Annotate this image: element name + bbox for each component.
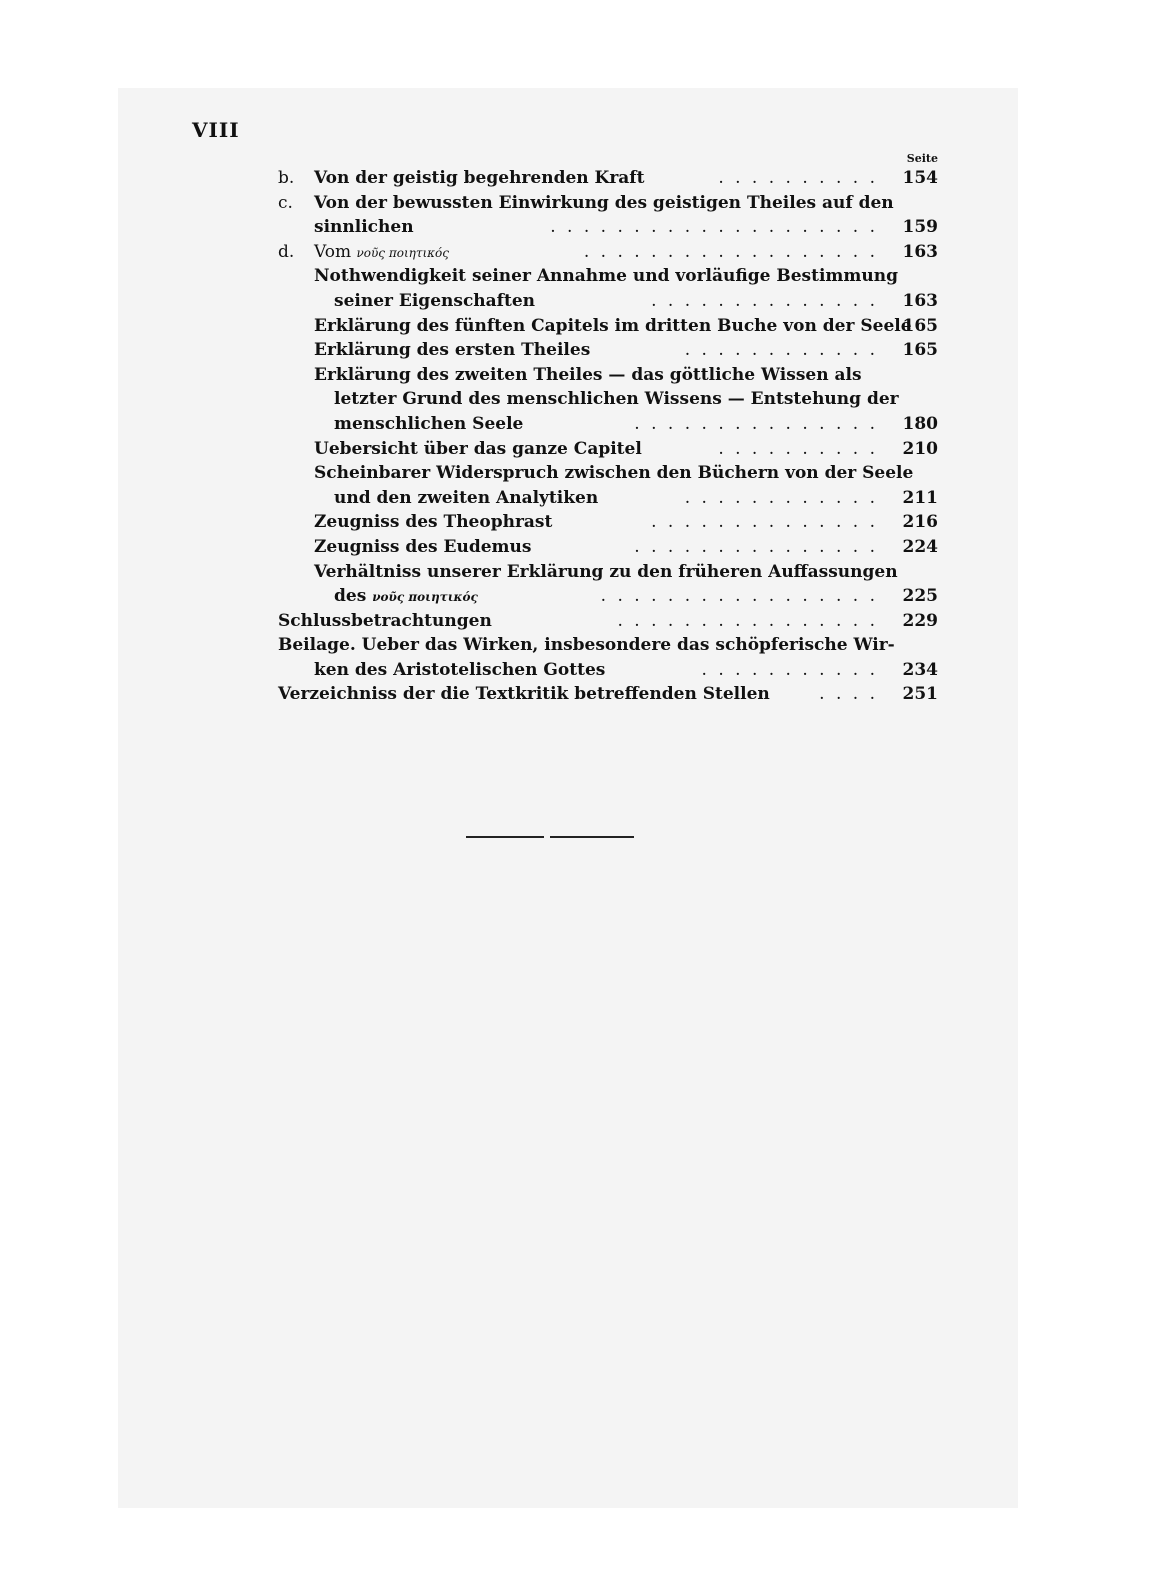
toc-entry	[278, 535, 938, 560]
entry-title-text: Von der bewussten Einwirkung des geistigen Theiles auf den	[314, 192, 894, 213]
entry-title	[314, 510, 552, 535]
entry-title	[314, 363, 862, 388]
page-ref: 225	[902, 586, 938, 607]
page-ref: 211	[902, 487, 938, 508]
dot-leader: . . . . . . . . . . . . . . .	[634, 536, 878, 557]
toc-entry	[278, 191, 938, 216]
toc-entry	[278, 584, 938, 609]
dot-leader: . . . . . . . . . . . . . .	[651, 290, 878, 311]
page-ref: 165	[902, 340, 938, 361]
entry-title	[314, 264, 898, 289]
entry-title	[314, 658, 605, 683]
toc-entry	[278, 486, 938, 511]
entry-title-text: Uebersicht über das ganze Capitel	[314, 438, 642, 459]
entry-title	[334, 486, 598, 511]
dot-leader: . . . .	[819, 684, 878, 705]
decorative-rule	[466, 836, 634, 840]
entry-title-text: und den zweiten Analytiken	[334, 487, 599, 508]
dot-leader: . . . . . . . . . . . . . . . .	[617, 610, 878, 631]
page-number: VIII	[192, 118, 240, 142]
entry-title-text: Verhältniss unserer Erklärung zu den früheren Auffassungen	[314, 561, 898, 582]
page-ref: 165	[902, 315, 938, 336]
toc-entry	[278, 609, 938, 634]
entry-title	[314, 314, 912, 339]
toc-entry	[278, 387, 938, 412]
entry-marker: b.	[278, 168, 295, 188]
toc-entry	[278, 437, 938, 462]
entry-title-text: Verzeichniss der die Textkritik betreffenden Stellen	[278, 684, 770, 705]
toc-entry	[278, 682, 938, 707]
entry-title	[334, 387, 899, 412]
page-ref: 154	[902, 168, 938, 188]
entry-title	[314, 215, 414, 240]
entry-title-text: Erklärung des zweiten Theiles — das göttliche Wissen als	[314, 364, 862, 385]
entry-title-text: Erklärung des ersten Theiles	[314, 340, 591, 361]
entry-title-text: sinnlichen	[314, 217, 414, 238]
page-ref: 180	[902, 413, 938, 434]
entry-title-text: Erklärung des fünften Capitels im dritten Buche von der Seele	[314, 315, 912, 336]
toc-entry	[278, 166, 938, 191]
page-ref: 234	[902, 659, 938, 680]
toc-entry	[278, 338, 938, 363]
page-ref: 210	[902, 438, 938, 459]
entry-title	[314, 461, 913, 486]
toc-entry	[278, 289, 938, 314]
page-ref: 229	[902, 610, 938, 631]
toc-entry	[278, 215, 938, 240]
page-ref: 251	[902, 684, 938, 705]
entry-title	[278, 682, 770, 707]
toc-entry	[278, 363, 938, 388]
entry-title-text: letzter Grund des menschlichen Wissens — Entstehung der	[334, 389, 899, 410]
entry-title	[314, 240, 449, 266]
entry-title	[314, 535, 531, 560]
entry-title	[334, 289, 535, 314]
dot-leader: . . . . . . . . . . . . . .	[651, 512, 878, 533]
toc-entry	[278, 633, 938, 658]
entry-title-text: Scheinbarer Widerspruch zwischen den Büchern von der Seele	[314, 463, 914, 484]
entry-title-text: menschlichen Seele	[334, 413, 524, 434]
entry-title	[314, 560, 898, 585]
table-of-contents	[278, 152, 938, 707]
toc-entry	[278, 461, 938, 486]
entry-title	[314, 437, 642, 462]
greek-term: νοῦς ποιητικός	[356, 245, 449, 260]
page-ref: 163	[902, 241, 938, 262]
entry-title	[314, 166, 644, 191]
entry-title-text: Nothwendigkeit seiner Annahme und vorläufige Bestimmung	[314, 266, 899, 287]
dot-leader: . . . . . . . . . . . . . . . . . . . .	[550, 217, 878, 238]
entry-title-text: Vom	[314, 241, 352, 262]
entry-title-text: des	[334, 586, 367, 607]
entry-title	[278, 633, 895, 658]
dot-leader: . . . . . . . . . . . .	[684, 487, 878, 508]
entry-marker: c.	[278, 192, 293, 213]
entry-title-text: Von der geistig begehrenden Kraft	[314, 168, 645, 188]
toc-entry	[278, 510, 938, 535]
entry-title	[334, 412, 523, 437]
entry-title	[278, 609, 492, 634]
entry-title	[334, 584, 478, 610]
page-ref: 216	[902, 512, 938, 533]
dot-leader: . . . . . . . . . .	[718, 168, 878, 188]
toc-lines	[278, 166, 938, 707]
dot-leader: . . . . . . . . . . . . . . .	[634, 413, 878, 434]
entry-title-text: seiner Eigenschaften	[334, 290, 536, 311]
page-ref: 163	[902, 290, 938, 311]
dot-leader: . . . . . . . . . . . .	[684, 340, 878, 361]
seite-column-header: Seite	[906, 152, 938, 165]
dot-leader: . . . . . . . . . . . . . . . . .	[600, 586, 878, 607]
page-ref: 159	[902, 217, 938, 238]
page-ref: 224	[902, 536, 938, 557]
dot-leader: . . . . . . . . . . .	[701, 659, 878, 680]
entry-title	[314, 191, 894, 216]
toc-entry	[278, 560, 938, 585]
entry-title	[314, 338, 590, 363]
entry-title-text: Zeugniss des Eudemus	[314, 536, 532, 557]
entry-title-text: Zeugniss des Theophrast	[314, 512, 553, 533]
toc-entry	[278, 264, 938, 289]
toc-entry	[278, 314, 938, 339]
dot-leader: . . . . . . . . . .	[718, 438, 878, 459]
toc-entry	[278, 240, 938, 265]
entry-title-text: Schlussbetrachtungen	[278, 610, 492, 631]
entry-marker: d.	[278, 241, 295, 262]
entry-title-text: Beilage. Ueber das Wirken, insbesondere das schöpferische Wir-	[278, 635, 895, 656]
dot-leader: . . . . . . . . . . . . . . . . . .	[583, 241, 878, 262]
toc-entry	[278, 658, 938, 683]
greek-term: νοῦς ποιητικός	[372, 590, 478, 605]
toc-entry	[278, 412, 938, 437]
entry-title-text: ken des Aristotelischen Gottes	[314, 659, 606, 680]
